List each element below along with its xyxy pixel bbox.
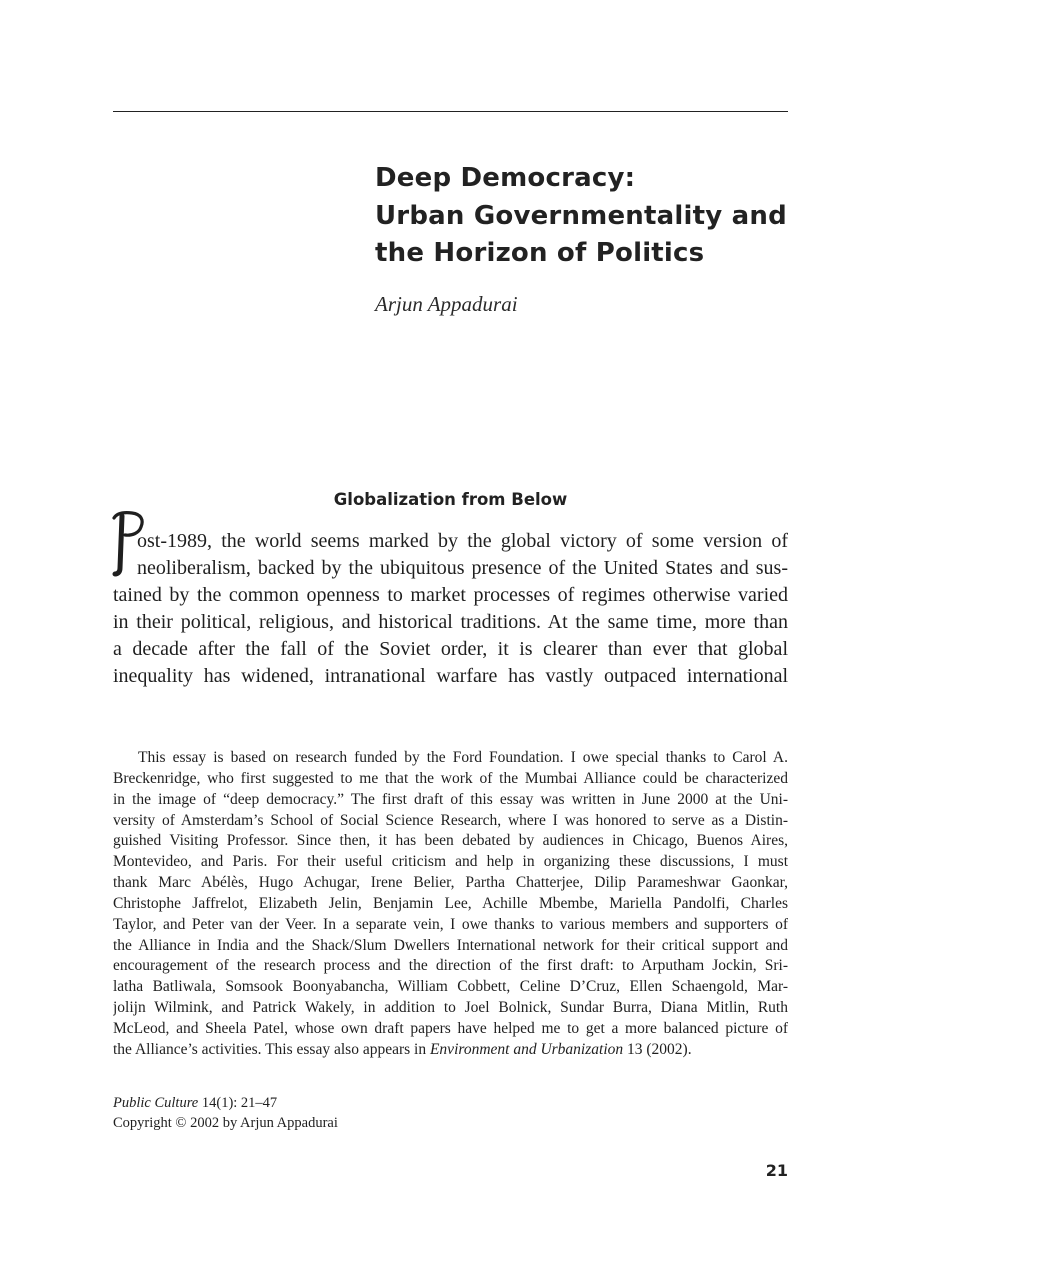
body-paragraph [113, 528, 788, 690]
journal-citation [113, 1094, 338, 1133]
footnote-line: Taylor, and Peter van der Veer. In a separate vein, I owe thanks to various members and supporters of [113, 915, 788, 933]
footnote-line: Breckenridge, who first suggested to me that the work of the Mumbai Alliance could be characterized [113, 769, 788, 787]
footnote-line: in the image of “deep democracy.” The first draft of this essay was written in June 2000 at the Uni- [113, 790, 788, 808]
body-line: inequality has widened, intranational warfare has vastly outpaced international [113, 665, 788, 687]
footnote-line: versity of Amsterdam’s School of Social Science Research, where I was honored to serve as a Distin- [113, 811, 788, 829]
copyright-line: Copyright © 2002 by Arjun Appadurai [113, 1114, 338, 1131]
journal-name: Public Culture [113, 1095, 199, 1111]
footnote-line: guished Visiting Professor. Since then, it has been debated by audiences in Chicago, Buenos Aires, [113, 832, 788, 850]
article-title-line: the Horizon of Politics [375, 238, 705, 268]
footnote-line: latha Batliwala, Somsook Boonyabancha, William Cobbett, Celine D’Cruz, Ellen Schaengold, Mar- [113, 978, 788, 996]
footnote-line: thank Marc Abélès, Hugo Achugar, Irene Belier, Partha Chatterjee, Dilip Parameshwar Gaonkar, [113, 874, 788, 892]
article-title-line: Deep Democracy: [375, 163, 636, 193]
article-title [375, 160, 795, 273]
footnote-text: the Alliance’s activities. This essay also appears in [113, 1040, 430, 1058]
body-line: tained by the common openness to market processes of regimes otherwise varied [113, 584, 788, 606]
body-line: neoliberalism, backed by the ubiquitous presence of the United States and sus- [137, 557, 788, 579]
footnote-line: the Alliance in India and the Shack/Slum Dwellers International network for their critical support and [113, 936, 788, 954]
footnote-line: encouragement of the research process and the direction of the first draft: to Arputham Jockin, Sri- [113, 957, 788, 975]
section-heading: Globalization from Below [333, 490, 568, 509]
footnote-line: Montevideo, and Paris. For their useful criticism and help in organizing these discussions, I must [113, 853, 788, 871]
footnote-line [113, 1040, 788, 1061]
header-rule [113, 111, 788, 112]
citation-line [113, 1094, 338, 1114]
acknowledgment-footnote [113, 748, 788, 1061]
body-line: a decade after the fall of the Soviet order, it is clearer than ever that global [113, 638, 788, 660]
body-line: in their political, religious, and historical traditions. At the same time, more than [113, 611, 788, 633]
article-title-line: Urban Governmentality and [375, 200, 787, 231]
page-number: 21 [765, 1161, 788, 1180]
volume-pages: 14(1): 21–47 [198, 1095, 278, 1111]
footnote-line: McLeod, and Sheela Patel, whose own draft papers have helped me to get a more balanced picture of [113, 1019, 788, 1037]
author-name: Arjun Appadurai [375, 292, 518, 316]
footnote-journal-title: Environment and Urbanization [429, 1040, 624, 1058]
footnote-line: Christophe Jaffrelot, Elizabeth Jelin, Benjamin Lee, Achille Mbembe, Mariella Pandolfi, Charles [113, 894, 788, 912]
body-line: ost-1989, the world seems marked by the global victory of some version of [137, 530, 788, 552]
footnote-text: 13 (2002). [623, 1040, 692, 1058]
footnote-line: jolijn Wilmink, and Patrick Wakely, in addition to Joel Bolnick, Sundar Burra, Diana Mitlin, Ruth [113, 999, 788, 1017]
footnote-line: This essay is based on research funded by the Ford Foundation. I owe special thanks to Carol A. [138, 749, 788, 766]
